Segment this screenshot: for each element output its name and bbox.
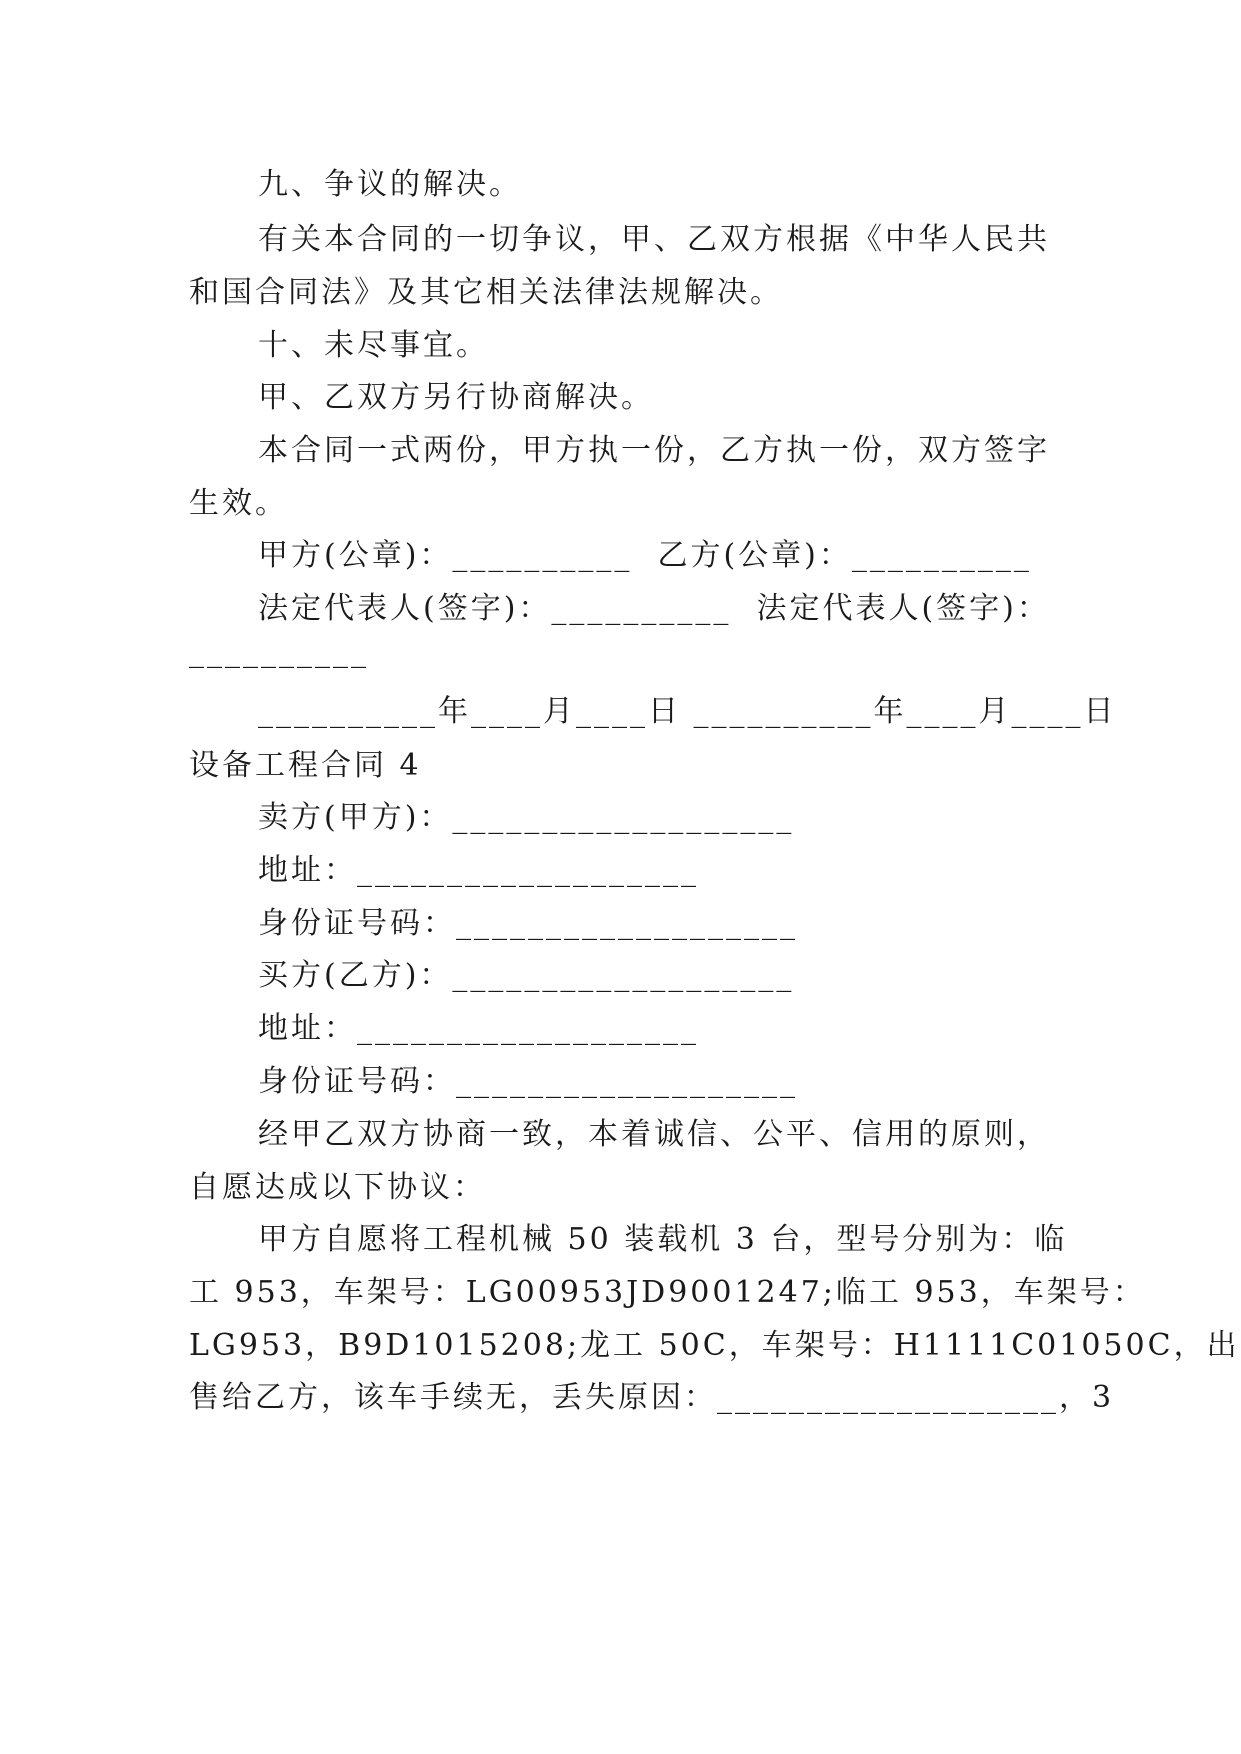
buyer-address-field: 地址：___________________ [258,1011,699,1046]
paragraph-line: 自愿达成以下协议： [189,1170,486,1205]
contract-title: 设备工程合同 4 [189,748,422,783]
buyer-id-field: 身份证号码：___________________ [258,1064,798,1099]
paragraph-line: 和国合同法》及其它相关法律法规解决。 [189,275,783,310]
seller-field: 卖方(甲方)：___________________ [258,800,795,835]
buyer-field: 买方(乙方)：___________________ [258,958,795,993]
paragraph-line: LG953，B9D1015208;龙工 50C，车架号：H1111C01050C，出 [189,1328,1240,1363]
signature-line: 法定代表人(签字)：__________ 法定代表人(签字)： [258,591,1050,626]
signature-blank: __________ [189,634,369,669]
seal-line: 甲方(公章)：__________ 乙方(公章)：__________ [258,538,1032,573]
section-heading-misc: 十、未尽事宜。 [258,328,489,363]
paragraph-line: 本合同一式两份，甲方执一份，乙方执一份，双方签字 [258,433,1050,468]
seller-address-field: 地址：___________________ [258,853,699,888]
section-heading-dispute: 九、争议的解决。 [258,167,522,202]
paragraph-line: 有关本合同的一切争议，甲、乙双方根据《中华人民共 [258,222,1050,257]
date-line: __________年____月____日 __________年____月____日 [258,694,1117,729]
paragraph-line: 工 953，车架号：LG00953JD9001247;临工 953，车架号： [189,1275,1146,1310]
paragraph-line: 甲方自愿将工程机械 50 装载机 3 台，型号分别为：临 [258,1222,1068,1257]
paragraph-line: 经甲乙双方协商一致，本着诚信、公平、信用的原则， [258,1117,1050,1152]
paragraph-line: 生效。 [189,486,288,521]
seller-id-field: 身份证号码：___________________ [258,906,798,941]
paragraph-line: 甲、乙双方另行协商解决。 [258,380,654,415]
paragraph-line: 售给乙方，该车手续无，丢失原因：___________________，3 [189,1380,1115,1415]
